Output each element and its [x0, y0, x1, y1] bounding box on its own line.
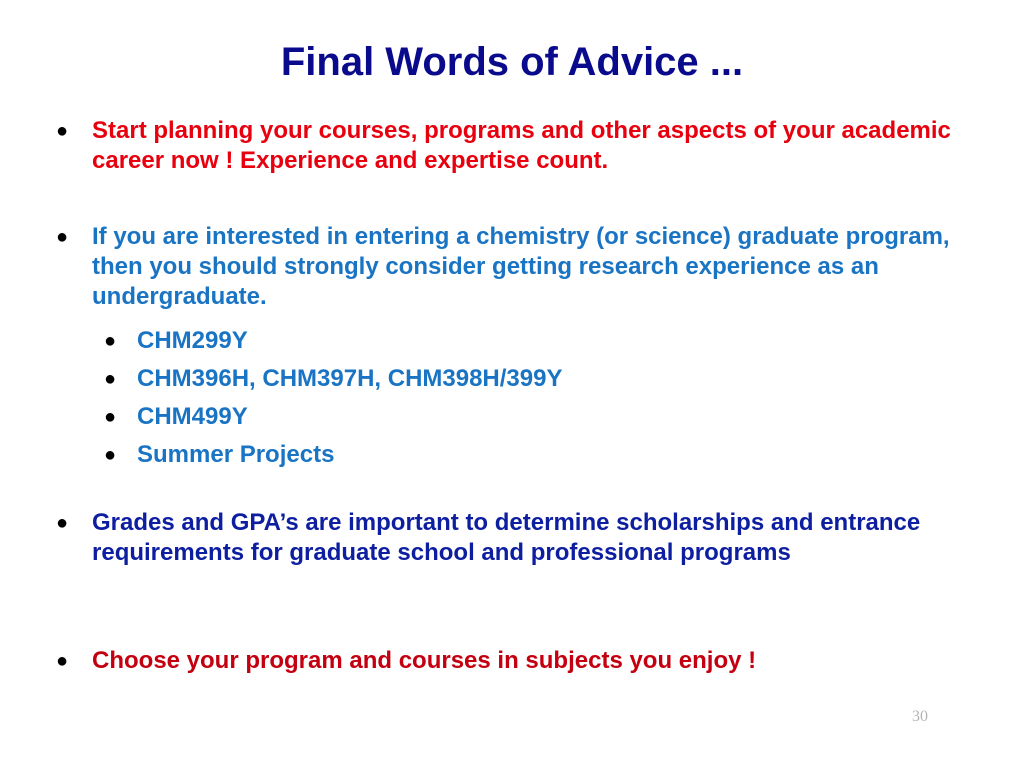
page-number: 30 [912, 708, 928, 725]
bullet-text: If you are interested in entering a chemistry (or science) graduate program, then you should strongly consider getting research experience as an undergraduate. [92, 223, 950, 310]
slide-title: Final Words of Advice ... [280, 40, 744, 84]
bullet-text: Choose your program and courses in subjects you enjoy ! [92, 647, 757, 674]
bullet-point-icon: ● [56, 650, 69, 672]
sub-list-item [104, 360, 904, 398]
bullet-item-research [56, 222, 986, 312]
sub-item-text: CHM396H, CHM397H, CHM398H/399Y [137, 365, 563, 392]
bullet-point-icon: ● [56, 512, 69, 534]
bullet-item-planning [56, 116, 986, 176]
sub-item-text: Summer Projects [137, 441, 335, 468]
sub-item-text: CHM299Y [137, 327, 248, 354]
sub-list-item [104, 398, 904, 436]
bullet-point-icon: ● [56, 120, 69, 142]
bullet-text: Start planning your courses, programs and other aspects of your academic career now ! Experience and expertise count. [92, 117, 951, 174]
bullet-point-icon: ● [104, 330, 117, 352]
bullet-item-grades [56, 508, 986, 568]
course-sub-list [104, 322, 904, 474]
sub-list-item [104, 436, 904, 474]
bullet-item-enjoy [56, 646, 986, 676]
sub-item-text: CHM499Y [137, 403, 248, 430]
sub-list-item [104, 322, 904, 360]
bullet-point-icon: ● [104, 444, 117, 466]
bullet-point-icon: ● [104, 368, 117, 390]
bullet-point-icon: ● [56, 226, 69, 248]
bullet-point-icon: ● [104, 406, 117, 428]
bullet-text: Grades and GPA’s are important to determine scholarships and entrance requirements for graduate school and professional programs [92, 509, 921, 566]
